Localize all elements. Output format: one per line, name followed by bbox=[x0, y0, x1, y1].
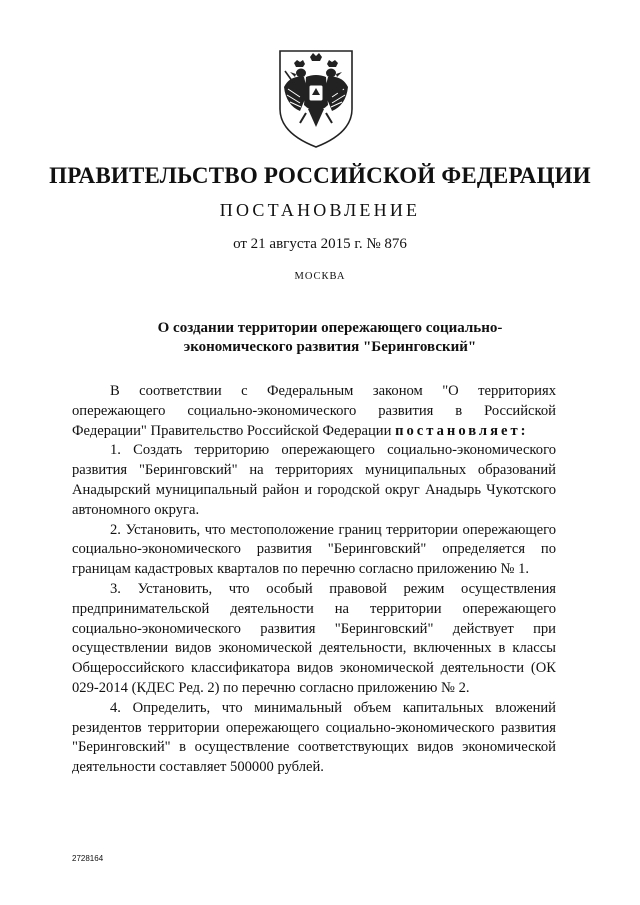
document-type: ПОСТАНОВЛЕНИЕ bbox=[219, 200, 421, 220]
paragraph-1: 1. Создать территорию опережающего социально-экономического развития "Беринговский" на территориях муниципальных образований Анадырский муниципальный район и городской округ Анадырь Чукотского автономного округа. bbox=[72, 442, 556, 518]
document-subject: О создании территории опережающего социально-экономического развития "Беринговский" bbox=[157, 320, 503, 355]
coat-of-arms-icon bbox=[270, 47, 362, 151]
preamble-paragraph bbox=[72, 382, 556, 441]
preamble-keyword: постановляет: bbox=[395, 422, 529, 439]
document-body bbox=[72, 382, 556, 778]
paragraph-4: 4. Определить, что минимальный объем капитальных вложений резидентов территории опережающего социально-экономического развития "Беринговский" в осуществление соответствующих видов экономической деятельности составляет 500000 рублей. bbox=[72, 699, 556, 776]
paragraph-2: 2. Установить, что местоположение границ территории опережающего социально-экономического развития "Беринговский" определяется по границам кадастровых кварталов по перечню согласно приложению № 1. bbox=[72, 521, 556, 578]
government-title: ПРАВИТЕЛЬСТВО РОССИЙСКОЙ ФЕДЕРАЦИИ bbox=[49, 163, 591, 188]
document-date-number: от 21 августа 2015 г. № 876 bbox=[233, 236, 407, 252]
preamble-text: В соответствии с Федеральным законом "О территориях опережающего социально-экономического развития в Российской Федерации" Правительство Российской Федерации bbox=[72, 383, 556, 439]
document-city: МОСКВА bbox=[294, 271, 346, 282]
paragraph-3: 3. Установить, что особый правовой режим осуществления предпринимательской деятельности на территории опережающего социально-экономического развития "Беринговский" действует при осуществлении видов экономической деятельности, включенных в классы Общероссийского классификатора видов экономической деятельности (ОК 029-2014 (КДЕС Ред. 2) по перечню согласно приложению № 2. bbox=[72, 580, 556, 696]
document-number: 2728164 bbox=[72, 854, 104, 863]
